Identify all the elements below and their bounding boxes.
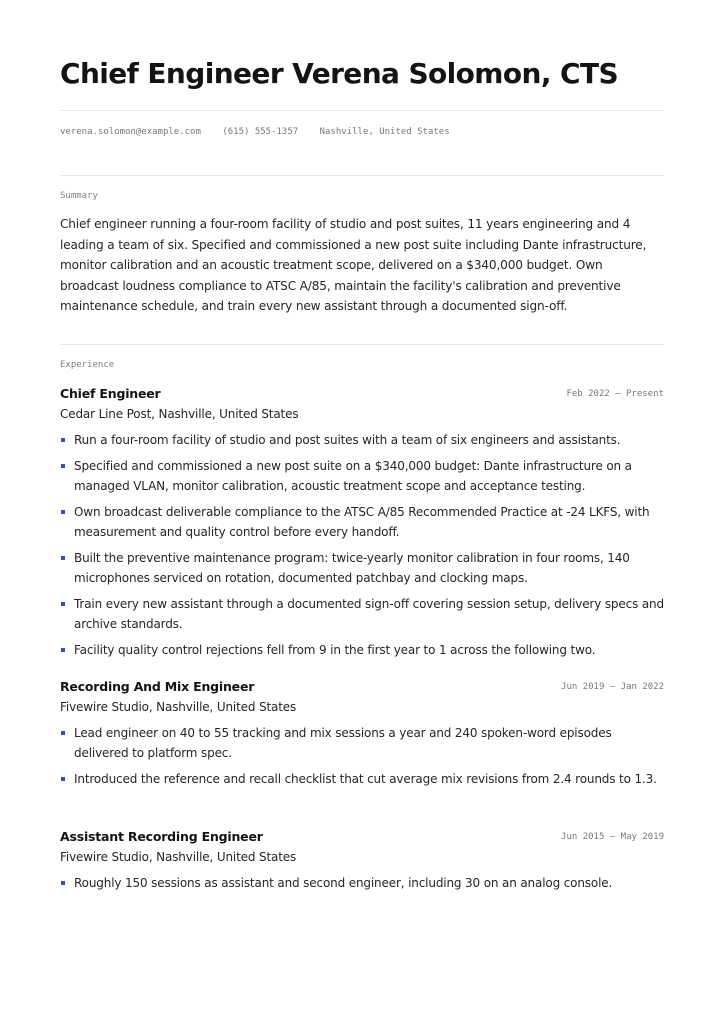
bullet-item <box>60 723 664 763</box>
bullet-marker <box>61 510 65 514</box>
bullet-item <box>60 873 664 893</box>
bullet-marker <box>61 464 65 468</box>
contact-email[interactable]: verena.solomon@example.com <box>60 127 201 137</box>
job-bullets <box>60 873 664 893</box>
bullet-item <box>60 430 664 450</box>
job-dates: Jun 2019 — Jan 2022 <box>561 682 664 692</box>
bullet-item <box>60 594 664 634</box>
bullet-text: Lead engineer on 40 to 55 tracking and mix sessions a year and 240 spoken-word episodes delivered to platform spec. <box>74 726 612 760</box>
job-entry-chief-engineer <box>60 384 664 666</box>
bullet-text: Roughly 150 sessions as assistant and second engineer, including 30 on an analog console. <box>74 876 613 890</box>
contact-divider <box>60 175 664 176</box>
experience-heading: Experience <box>60 360 115 370</box>
job-title: Assistant Recording Engineer <box>60 829 263 844</box>
job-company: Cedar Line Post, Nashville, United States <box>60 407 299 421</box>
bullet-marker <box>61 648 65 652</box>
job-company: Fivewire Studio, Nashville, United States <box>60 850 297 864</box>
bullet-marker <box>61 777 65 781</box>
header-divider <box>60 110 664 111</box>
summary-heading: Summary <box>60 191 98 201</box>
contact-location: Nashville, United States <box>319 127 450 137</box>
bullet-marker <box>61 731 65 735</box>
bullet-text: Introduced the reference and recall checklist that cut average mix revisions from 2.4 rounds to 1.3. <box>74 772 657 786</box>
job-dates: Jun 2015 — May 2019 <box>561 832 664 842</box>
bullet-marker <box>61 881 65 885</box>
contact-line <box>60 125 466 139</box>
bullet-item <box>60 502 664 542</box>
job-entry-assistant-recording-engineer <box>60 827 664 899</box>
job-entry-recording-mix-engineer <box>60 677 664 795</box>
bullet-text: Run a four-room facility of studio and post suites with a team of six engineers and assistants. <box>74 433 621 447</box>
bullet-item <box>60 548 664 588</box>
job-bullets <box>60 430 664 660</box>
summary-divider <box>60 344 664 345</box>
bullet-item <box>60 640 664 660</box>
job-title: Chief Engineer <box>60 386 161 401</box>
bullet-text: Facility quality control rejections fell from 9 in the first year to 1 across the following two. <box>74 643 596 657</box>
summary-text: Chief engineer running a four-room facility of studio and post suites, 11 years engineering and 4 leading a team of six. Specified and commissioned a new post suite including Dante infrastructure, monitor calibration and an acoustic treatment scope, delivered on a $340,000 budget. Own broadcast loudness compliance to ATSC A/85, maintain the facility's calibration and preventive maintenance schedule, and train every new assistant through a documented sign-off. <box>60 217 647 314</box>
bullet-text: Built the preventive maintenance program: twice-yearly monitor calibration in four rooms, 140 microphones serviced on rotation, documented patchbay and clocking maps. <box>74 551 630 585</box>
contact-phone[interactable]: (615) 555-1357 <box>222 127 299 137</box>
job-bullets <box>60 723 664 789</box>
job-dates: Feb 2022 — Present <box>566 389 664 399</box>
bullet-item <box>60 769 664 789</box>
bullet-text: Train every new assistant through a documented sign-off covering session setup, delivery specs and archive standards. <box>74 597 664 631</box>
bullet-marker <box>61 556 65 560</box>
bullet-item <box>60 456 664 496</box>
bullet-marker <box>61 438 65 442</box>
bullet-text: Specified and commissioned a new post suite on a $340,000 budget: Dante infrastructure on a managed VLAN, monitor calibration, acoustic treatment scope and acceptance testing. <box>74 459 632 493</box>
candidate-name: Chief Engineer Verena Solomon, CTS <box>60 57 619 90</box>
job-company: Fivewire Studio, Nashville, United States <box>60 700 297 714</box>
bullet-marker <box>61 602 65 606</box>
bullet-text: Own broadcast deliverable compliance to the ATSC A/85 Recommended Practice at -24 LKFS, with measurement and quality control before every handoff. <box>74 505 650 539</box>
job-title: Recording And Mix Engineer <box>60 679 255 694</box>
